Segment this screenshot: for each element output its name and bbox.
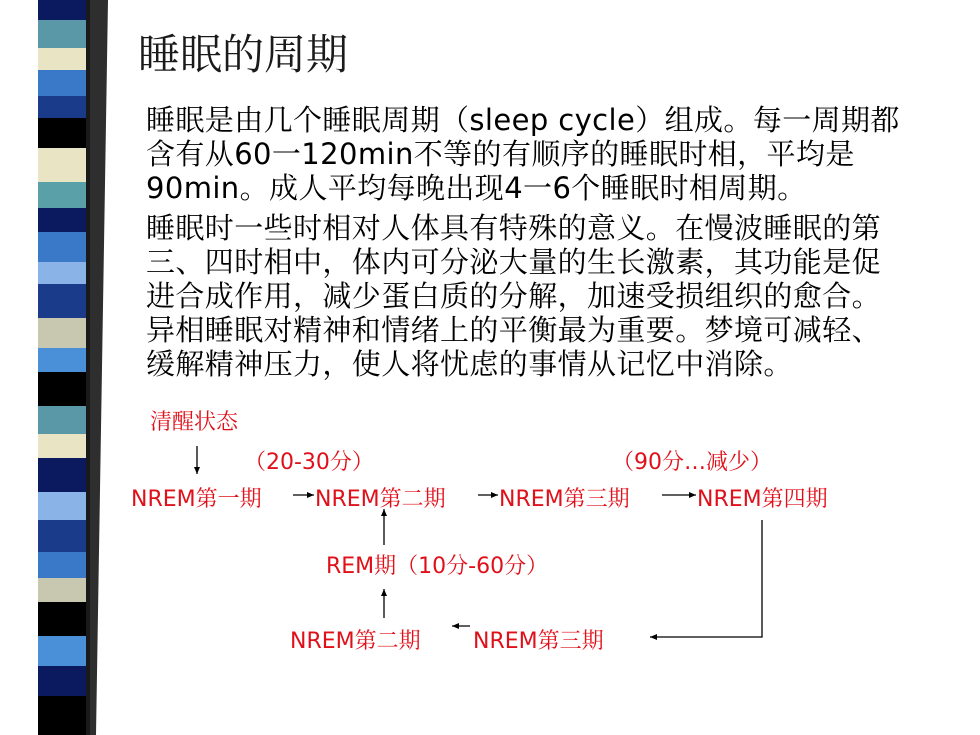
paragraph-2-line-2: 三、四时相中，体内可分泌大量的生长激素，其功能是促 <box>146 245 882 279</box>
paragraph-1-line-1: 睡眠是由几个睡眠周期（sleep cycle）组成。每一周期都 <box>146 103 900 137</box>
awake-state-label: 清醒状态 <box>150 410 239 435</box>
paragraph-2-line-5: 缓解精神压力，使人将忧虑的事情从记忆中消除。 <box>146 347 793 381</box>
duration-label-20-30: （20-30分） <box>244 450 374 475</box>
paragraph-1-line-3: 90min。成人平均每晚出现4一6个睡眠时相周期。 <box>146 171 807 205</box>
paragraph-2-line-4: 异相睡眠对精神和情绪上的平衡最为重要。梦境可减轻、 <box>146 313 882 347</box>
paragraph-2-line-3: 进合成作用，减少蛋白质的分解，加速受损组织的愈合。 <box>146 279 882 313</box>
stage-nrem-4: NREM第四期 <box>697 487 828 512</box>
return-stage-nrem-2: NREM第二期 <box>290 629 421 654</box>
slide-title: 睡眠的周期 <box>138 30 349 79</box>
duration-label-90: （90分…减少） <box>612 450 772 475</box>
stage-nrem-2: NREM第二期 <box>315 487 446 512</box>
stage-rem: REM期（10分-60分） <box>326 554 549 579</box>
paragraph-1-line-2: 含有从60一120min不等的有顺序的睡眠时相，平均是 <box>146 137 855 171</box>
paragraph-2-line-1: 睡眠时一些时相对人体具有特殊的意义。在慢波睡眠的第 <box>146 211 882 245</box>
return-stage-nrem-3: NREM第三期 <box>473 629 604 654</box>
stage-nrem-3: NREM第三期 <box>499 487 630 512</box>
stage-nrem-1: NREM第一期 <box>131 487 262 512</box>
